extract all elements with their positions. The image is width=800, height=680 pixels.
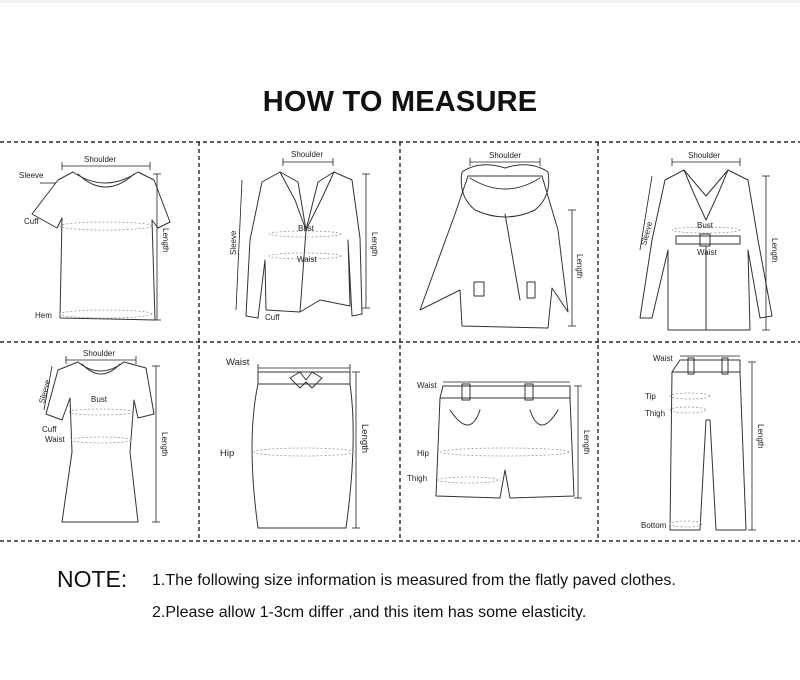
skirt-hip-label: Hip [220,448,235,459]
dress-length-label: Length [160,432,169,457]
tshirt-hem-label: Hem [35,311,52,320]
blazer-length-label: Length [370,232,379,257]
trench-coat-sleeve-label: Sleeve [639,220,655,247]
trench-coat-bust-label: Bust [697,221,714,230]
shorts-waist-label: Waist [417,381,437,390]
dress-shoulder-label: Shoulder [83,349,116,358]
blazer-bust-label: Bust [298,224,315,233]
blazer-shoulder-label: Shoulder [291,150,324,159]
blazer-diagram [229,150,379,322]
pants-thigh-label: Thigh [645,409,666,418]
tshirt-shoulder-label: Shoulder [84,155,117,164]
pants-tip-label: Tip [645,392,656,401]
blazer-outline [246,172,362,318]
skirt-outline [252,372,353,528]
tshirt-length-label: Length [161,228,170,253]
skirt-diagram [220,357,370,528]
trench-coat-length-label: Length [770,238,779,263]
fur-coat-shoulder-label: Shoulder [489,151,522,160]
shorts-length-label: Length [582,430,591,455]
note-heading: NOTE: [57,566,128,592]
blazer-cuff-label: Cuff [265,313,280,322]
tshirt-sleeve-label: Sleeve [19,171,44,180]
fur-coat-outline [420,176,568,328]
pants-waist-label: Waist [653,354,673,363]
dress-sleeve-label: Sleeve [37,378,53,405]
trench-coat-shoulder-label: Shoulder [688,151,721,160]
pants-length-label: Length [756,424,765,449]
shorts-thigh-label: Thigh [407,474,428,483]
blazer-sleeve-label: Sleeve [229,230,238,255]
fur-coat-diagram [420,151,584,328]
pants-outline [670,360,746,530]
blazer-waist-label: Waist [297,255,317,264]
tshirt-diagram [19,155,170,320]
page-title: HOW TO MEASURE [262,86,538,118]
fur-coat-length-label: Length [575,254,584,279]
trench-coat-waist-label: Waist [697,248,717,257]
dress-bust-label: Bust [91,395,108,404]
grid-dividers [0,142,800,541]
shorts-hip-label: Hip [417,449,430,458]
shorts-outline [436,386,574,498]
dress-waist-label: Waist [45,435,65,444]
dress-diagram [37,349,169,522]
note-line-2: 2.Please allow 1-3cm differ ,and this item has some elasticity. [152,604,587,621]
skirt-length-label: Length [359,424,370,454]
trench-coat-diagram [639,151,779,330]
pants-diagram [641,354,765,530]
tshirt-cuff-label: Cuff [24,217,39,226]
shorts-diagram [407,381,591,498]
dress-cuff-label: Cuff [42,425,57,434]
tshirt-outline [32,172,170,320]
pants-bottom-label: Bottom [641,521,667,530]
note-line-1: 1.The following size information is measured from the flatly paved clothes. [152,572,676,589]
skirt-waist-label: Waist [226,357,250,368]
